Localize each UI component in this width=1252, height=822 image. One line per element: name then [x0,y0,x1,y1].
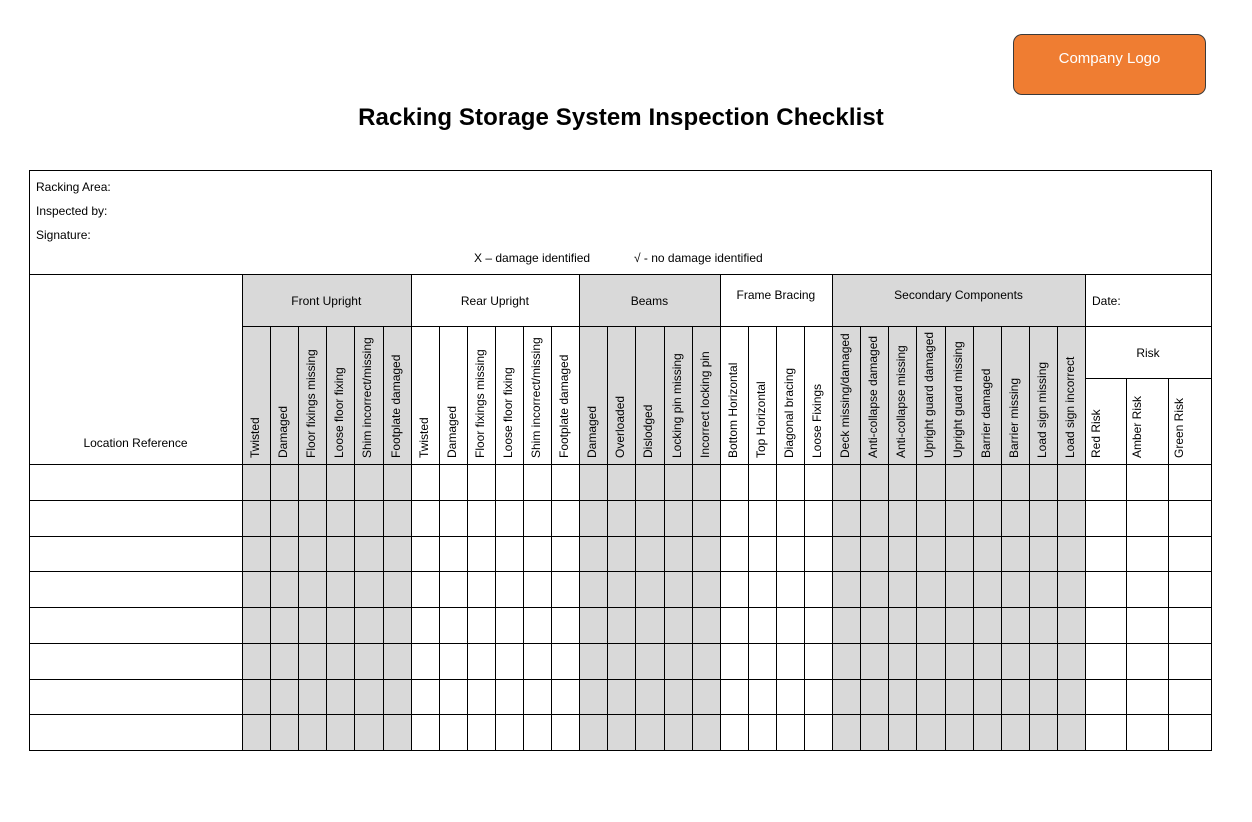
column-header: Upright guard damaged [922,331,937,458]
grid-line [523,326,524,750]
grid-line [298,326,299,750]
column-header: Upright guard missing [950,341,965,458]
group-header-rear-upright: Rear Upright [460,294,529,308]
column-header: Top Horizontal [753,381,768,458]
column-header: Floor fixings missing [304,349,319,458]
page-title: Racking Storage System Inspection Checklist [358,104,884,131]
column-header: Incorrect locking pin [697,351,712,458]
grid-line [242,274,243,750]
column-header: Deck missing/damaged [838,333,853,458]
column-header: Damaged [276,405,291,458]
grid-line [664,326,665,750]
column-header: Shim incorrect/missing [529,337,544,458]
grid-line [860,326,861,750]
grid-line [916,326,917,750]
grid-line [1057,326,1058,750]
grid-line [439,326,440,750]
location-reference-cell[interactable] [30,608,242,643]
grid-line [326,326,327,750]
grid-line [607,326,608,750]
group-header-front-upright: Front Upright [291,294,362,308]
location-reference-header: Location Reference [83,436,188,450]
grid-line [720,274,721,750]
column-header: Diagonal bracing [781,367,796,458]
column-header: Footplate damaged [388,354,403,458]
grid-line [495,326,496,750]
column-header: Anti-collapse missing [894,345,909,458]
grid-line [692,326,693,750]
column-header: Shim incorrect/missing [360,337,375,458]
column-header: Damaged [585,405,600,458]
column-header: Bottom Horizontal [725,362,740,458]
column-header: Dislodged [641,404,656,458]
risk-column-header: Green Risk [1171,397,1186,458]
grid-line [832,274,833,750]
risk-header: Risk [1136,346,1160,360]
grid-line [1029,326,1030,750]
racking-area-label: Racking Area: [36,180,111,194]
grid-line [354,326,355,750]
grid-line [804,326,805,750]
column-header: Load sign incorrect [1062,356,1077,458]
column-header: Floor fixings missing [472,349,487,458]
risk-column-header: Amber Risk [1130,395,1145,458]
grid-line [29,274,1212,275]
grid-line [579,274,580,750]
grid-line [29,170,1212,171]
location-reference-cell[interactable] [30,572,242,607]
location-reference-cell[interactable] [30,644,242,679]
grid-line [1211,170,1212,751]
column-header: Locking pin missing [669,353,684,458]
grid-line [1168,378,1169,750]
signature-label: Signature: [36,228,91,242]
column-header: Twisted [416,417,431,458]
column-header: Overloaded [613,395,628,458]
group-header-frame-bracing: Frame Bracing [736,288,816,302]
grid-line [635,326,636,750]
group-header-beams: Beams [630,294,669,308]
grid-line [411,274,412,750]
company-logo: Company Logo [1013,34,1206,95]
column-header: Loose Fixings [810,383,825,458]
grid-line [270,326,271,750]
inspected-by-label: Inspected by: [36,204,108,218]
grid-line [467,326,468,750]
column-header: Damaged [444,405,459,458]
column-header: Load sign missing [1034,361,1049,458]
grid-line [1001,326,1002,750]
legend-no-damage: √ - no damage identified [634,251,763,265]
column-header: Barrier missing [1006,377,1021,458]
legend-damage: X – damage identified [474,251,591,265]
column-header: Anti-collapse damaged [866,335,881,458]
grid-line [888,326,889,750]
grid-line [748,326,749,750]
location-reference-cell[interactable] [30,537,242,572]
grid-line [29,750,1212,751]
risk-column-header: Red Risk [1089,409,1103,458]
grid-line [1126,378,1127,750]
location-reference-cell[interactable] [30,501,242,536]
column-header: Loose floor fixing [500,367,515,458]
column-header: Twisted [248,417,263,458]
date-label: Date: [1092,294,1121,308]
grid-line [1085,378,1212,379]
location-reference-cell[interactable] [30,715,242,750]
column-header: Loose floor fixing [332,367,347,458]
location-reference-cell[interactable] [30,465,242,500]
grid-line [383,326,384,750]
location-reference-cell[interactable] [30,680,242,715]
grid-line [776,326,777,750]
grid-line [242,326,1212,327]
column-header: Footplate damaged [557,354,572,458]
column-header: Barrier damaged [978,368,993,458]
grid-line [973,326,974,750]
grid-line [551,326,552,750]
grid-line [945,326,946,750]
group-header-secondary-components: Secondary Components [894,288,1023,302]
